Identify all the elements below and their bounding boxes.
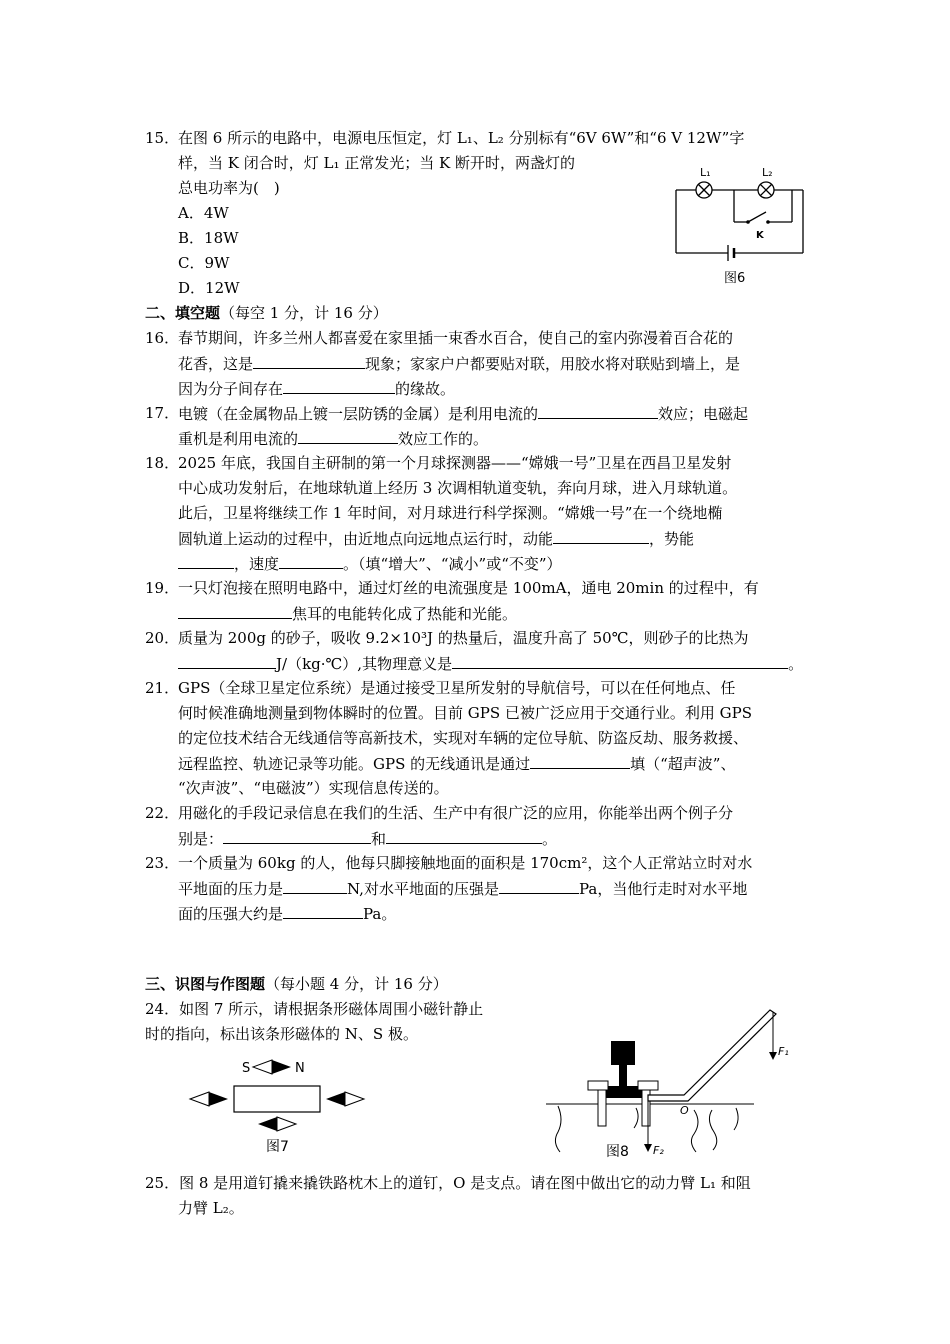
- q16-text-line1: 春节期间，许多兰州人都喜爱在家里插一束香水百合，使自己的室内弥漫着百合花的: [178, 329, 734, 347]
- q18-blank-3[interactable]: [279, 554, 343, 569]
- q22-text-line1: 用磁化的手段记录信息在我们的生活、生产中有很广泛的应用，你能举出两个例子分: [178, 804, 734, 822]
- q15-text-line3: 总电功率为( ): [178, 179, 280, 197]
- q20-text-line1: 质量为 200g 的砂子，吸收 9.2×10³J 的热量后，温度升高了 50℃，则砂子的比热为: [178, 629, 749, 647]
- section-3-title: 三、识图与作图题: [145, 975, 266, 993]
- q22-blank-1[interactable]: [223, 829, 371, 844]
- fig6-label-l1: L₁: [700, 166, 711, 179]
- q21-text-line2: 何时候准确地测量到物体瞬时的位置。目前 GPS 已被广泛应用于交通行业。利用 GPS: [178, 704, 753, 722]
- q16-blank-2[interactable]: [283, 379, 395, 394]
- q16-text-line2: 花香，这是 现象；家家户户都要贴对联，用胶水将对联贴到墙上，是: [178, 355, 741, 373]
- q21-text-line4: 远程监控、轨迹记录等功能。GPS 的无线通讯是通过 填（“超声波”、: [178, 755, 736, 773]
- q18-text-line3: 此后，卫星将继续工作 1 年时间，对月球进行科学探测。“嫦娥一号”在一个绕地椭: [178, 504, 723, 522]
- figure-6-circuit: [668, 160, 818, 290]
- q17-text-line2: 重机是利用电流的 效应工作的。: [178, 430, 489, 448]
- q15-option-c: C．9W: [178, 254, 230, 272]
- q19-text-line1: 一只灯泡接在照明电路中，通过灯丝的电流强度是 100mA，通电 20min 的过程中，有: [178, 579, 759, 597]
- q23-blank-2[interactable]: [499, 879, 579, 894]
- q18-text-line5: ，速度 。（填“增大”、“减小”或“不变”）: [178, 554, 562, 574]
- q23-number: 23．: [145, 854, 180, 872]
- q15-number: 15．: [145, 129, 180, 147]
- q17-text-line1: 电镀（在金属物品上镀一层防锈的金属）是利用电流的 效应；电磁起: [178, 405, 749, 423]
- q24-text-line2: 时的指向，标出该条形磁体的 N、S 极。: [145, 1025, 418, 1043]
- q17-blank-2[interactable]: [298, 429, 398, 444]
- fig6-caption: 图6: [724, 271, 746, 286]
- q15-option-b: B．18W: [178, 229, 239, 247]
- q25-text-line1: 25．图 8 是用道钉撬来撬铁路枕木上的道钉，O 是支点。请在图中做出它的动力臂 L₁ 和阻: [145, 1174, 751, 1192]
- q22-blank-2[interactable]: [386, 829, 542, 844]
- section-3-heading: [145, 975, 448, 994]
- figure-8-lever: [544, 1008, 804, 1166]
- fig8-label-f1: F₁: [778, 1045, 789, 1058]
- q25-text-line2: 力臂 L₂。: [178, 1199, 244, 1217]
- q17-blank-1[interactable]: [538, 404, 658, 419]
- q22-number: 22．: [145, 804, 180, 822]
- q19-blank-1[interactable]: [178, 604, 292, 619]
- q20-text-line2: J/（kg·℃）,其物理意义是 。: [178, 654, 803, 674]
- q18-text-line2: 中心成功发射后，在地球轨道上经历 3 次调相轨道变轨，奔向月球，进入月球轨道。: [178, 479, 738, 497]
- q23-text-line3: 面的压强大约是 Pa。: [178, 905, 397, 923]
- q18-blank-1[interactable]: [553, 529, 649, 544]
- fig7-caption: 图7: [266, 1139, 289, 1155]
- q19-text-line2: 焦耳的电能转化成了热能和光能。: [178, 604, 517, 624]
- q15-text-line1: 在图 6 所示的电路中，电源电压恒定，灯 L₁、L₂ 分别标有“6V 6W”和“6 V 12W”字: [178, 129, 745, 147]
- q16-text-line3: 因为分子间存在 的缘故。: [178, 380, 456, 398]
- fig7-label-n: N: [295, 1061, 305, 1076]
- fig8-caption: 图8: [606, 1144, 629, 1160]
- section-2-heading: [145, 304, 388, 323]
- fig6-label-k: K: [756, 230, 764, 241]
- fig8-label-o: O: [680, 1104, 689, 1117]
- q21-text-line5: “次声波”、“电磁波”）实现信息传送的。: [178, 779, 449, 797]
- section-2-title: 二、填空题: [145, 304, 221, 322]
- q15-text-line2: 样，当 K 闭合时，灯 L₁ 正常发光；当 K 断开时，两盏灯的: [178, 154, 575, 172]
- q20-blank-2[interactable]: [452, 654, 788, 669]
- figure-7-bar-magnet: [186, 1052, 376, 1157]
- q21-blank-1[interactable]: [530, 754, 630, 769]
- section-2-note: （每空 1 分，计 16 分）: [220, 304, 388, 322]
- q21-text-line1: GPS（全球卫星定位系统）是通过接受卫星所发射的导航信号，可以在任何地点、任: [178, 679, 736, 697]
- q16-blank-1[interactable]: [253, 354, 365, 369]
- q24-text-line1: 24．如图 7 所示，请根据条形磁体周围小磁针静止: [145, 1000, 484, 1018]
- q22-text-line2: 别是： 和 。: [178, 830, 558, 848]
- q20-number: 20．: [145, 629, 180, 647]
- q23-blank-1[interactable]: [283, 879, 347, 894]
- q20-blank-1[interactable]: [178, 654, 276, 669]
- q23-text-line1: 一个质量为 60kg 的人，他每只脚接触地面的面积是 170cm²，这个人正常站立时对水: [178, 854, 753, 872]
- q18-text-line1: 2025 年底，我国自主研制的第一个月球探测器——“嫦娥一号”卫星在西昌卫星发射: [178, 454, 732, 472]
- q23-blank-3[interactable]: [283, 904, 363, 919]
- q23-text-line2: 平地面的压力是 N,对水平地面的压强是 Pa，当他行走时对水平地: [178, 880, 748, 898]
- q16-number: 16．: [145, 329, 180, 347]
- q21-text-line3: 的定位技术结合无线通信等高新技术，实现对车辆的定位导航、防盗反劫、服务救援、: [178, 729, 749, 747]
- fig6-label-l2: L₂: [762, 166, 773, 179]
- q18-text-line4: 圆轨道上运动的过程中，由近地点向远地点运行时，动能 ，势能: [178, 530, 695, 548]
- q18-number: 18．: [145, 454, 180, 472]
- q15-option-d: D．12W: [178, 279, 240, 297]
- fig8-label-f2: F₂: [653, 1144, 664, 1157]
- q15-option-a: A．4W: [178, 204, 229, 222]
- q19-number: 19．: [145, 579, 180, 597]
- section-3-note: （每小题 4 分，计 16 分）: [265, 975, 448, 993]
- fig7-label-s: S: [242, 1061, 251, 1076]
- q18-blank-2[interactable]: [178, 554, 234, 569]
- q21-number: 21．: [145, 679, 180, 697]
- q17-number: 17．: [145, 404, 180, 422]
